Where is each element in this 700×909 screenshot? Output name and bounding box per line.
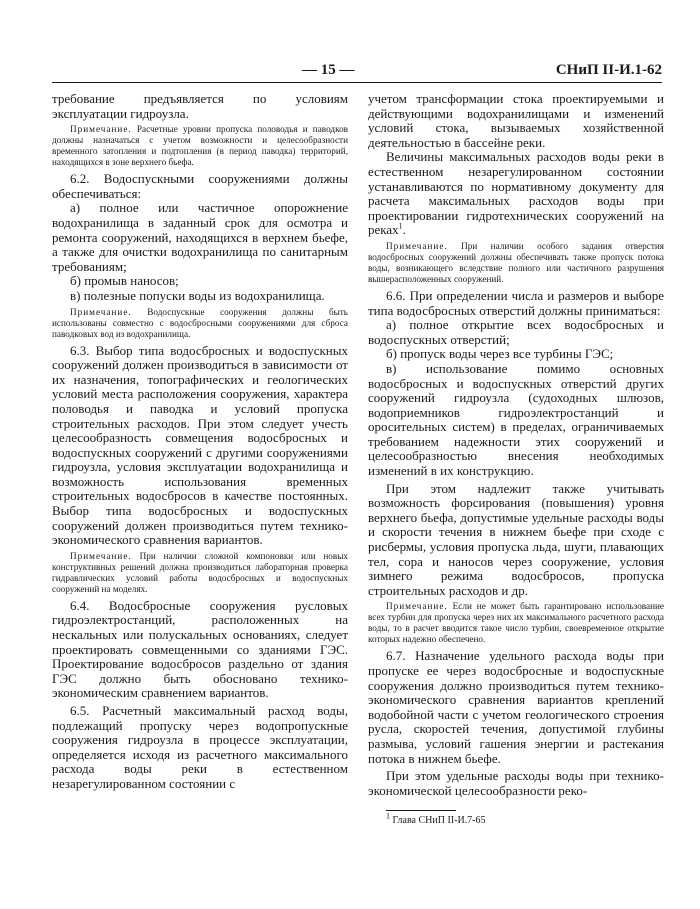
footnote-mark: 1 xyxy=(386,812,390,822)
note-text: При наличии особого задания отверстия водосбросных сооружений должны обеспечивать также пропуск потока воды, возникающего вследствие полного или частичного разрушения вышерасположенных сооружений. xyxy=(368,240,664,284)
paragraph: требование предъявляется по условиям эксплуатации гидроузла. xyxy=(52,91,348,121)
note-label: Примечание. xyxy=(386,601,448,612)
paragraph: При этом удельные расходы воды при технико-экономической целесообразности реко- xyxy=(368,768,664,798)
page-header xyxy=(52,62,662,83)
section-6-2-intro: 6.2. Водоспускными сооружениями должны обеспечиваться: xyxy=(52,171,348,201)
footnote-ref: 1 xyxy=(398,222,403,232)
note-label: Примечание. xyxy=(386,240,448,251)
note-text: Водоспускные сооружения должны быть использованы совместно с водосбросными сооружениями для сброса паводковых вод из водохранилища. xyxy=(52,306,348,339)
note xyxy=(368,241,664,285)
note xyxy=(368,601,664,645)
section-6-4: 6.4. Водосбросные сооружения русловых гидроэлектростанций, расположенных на нескальных или полускальных основаниях, следует проектировать совмещенными со зданиями ГЭС. Проектирование водосбросов раздельно от здания ГЭС должно быть обосновано технико-экономическим сравнением вариантов. xyxy=(52,597,348,701)
note xyxy=(52,307,348,340)
section-6-6-intro: 6.6. При определении числа и размеров и выборе типа водосбросных отверстий должны приниматься: xyxy=(368,287,664,318)
list-item: в) использование помимо основных водосбросных и водоспускных отверстий других сооружений гидроузла (судоходных шлюзов, водоприемников гидроэлектростанций и оросительных систем) в пределах, ограничиваемых требованием надежности этих сооружений и целесообразностью внесения необходимых изменений в их конструкцию. xyxy=(368,360,664,479)
note-label: Примечание. xyxy=(70,550,132,561)
footnote xyxy=(368,814,664,827)
paragraph xyxy=(368,150,664,238)
paragraph: учетом трансформации стока проектируемыми и действующими водохранилищами и изменений условий стока, вызываемых хозяйственной деятельностью в бассейне реки. xyxy=(368,91,664,150)
note-label: Примечание. xyxy=(70,306,132,317)
list-item: б) пропуск воды через все турбины ГЭС; xyxy=(386,346,614,362)
document-code: СНиП II-И.1-62 xyxy=(555,62,662,78)
note xyxy=(52,551,348,595)
section-6-5: 6.5. Расчетный максимальный расход воды, подлежащий пропуску через водопропускные сооружения гидроузла в процессе эксплуатации, определяется исходя из расчетного максимального расхода воды реки в естественном незарегулированном состоянии с xyxy=(52,703,348,791)
page-number: — 15 — xyxy=(302,62,355,78)
paragraph: При этом надлежит также учитывать возможность форсирования (повышения) уровня верхнего бьефа, допустимые удельные расходы воды и скорости течения в нижнем бьефе при сходе с рисбермы, условия пропуска льда, шуги, плавающих тел, сора и наносов через сооружение, условия зимнего режима водосбросов, пропуска строительных расходов и др. xyxy=(368,480,664,598)
note-text: При наличии сложной компоновки или новых конструктивных решений должна производиться лабораторная проверка гидравлических условий работы водосбросных и водоспускных сооружений на моделях. xyxy=(52,550,349,594)
section-6-3: 6.3. Выбор типа водосбросных и водоспускных сооружений должен производиться в зависимости от их назначения, топографических и геологических условий места расположения сооружения, характера половодья и паводка и условий пропуска строительных расходов. При этом следует учесть целесообразность совмещения водосбросных и водоспускных сооружений с другими сооружениями гидроузла, условия эксплуатации водохранилища и возможность использования временных строительных водосбросов в качестве постоянных. Выбор типа водосбросных и водоспускных сооружений должен производиться путем технико-экономического сравнения вариантов. xyxy=(52,342,348,548)
section-6-7: 6.7. Назначение удельного расхода воды при пропуске ее через водосбросные и водоспускные сооружения должно производиться путем технико-экономического сравнения вариантов креплений водобойной части с учетом геологического строения русла, скоростей течения, допустимой глубины размыва, условий гашения энергии и растекания потока в нижнем бьефе. xyxy=(368,648,664,766)
footnote-divider xyxy=(386,810,456,811)
right-column xyxy=(368,92,664,827)
note xyxy=(52,124,348,168)
note-text: Если не может быть гарантировано использование всех турбин для пропуска через них их максимального расчетного расхода воды, то в расчет вводится такое число турбин, своевременное открытие которых надежно обеспечено. xyxy=(368,601,665,645)
note-label: Примечание. xyxy=(70,124,132,135)
footnote-text: Глава СНиП II-И.7-65 xyxy=(392,815,486,827)
list-item: в) полезные попуски воды из водохранилища. xyxy=(70,287,325,303)
paragraph-text: Величины максимальных расходов воды реки в естественном незарегулированном состоянии устанавливаются по нормативному документу для расчета максимальных расходов воды при проектировании гидротехнических сооружений на реках xyxy=(368,149,664,238)
list-item: б) промыв наносов; xyxy=(70,273,179,289)
left-column xyxy=(52,92,348,792)
note-text: Расчетные уровни пропуска половодья и паводков должны назначаться с учетом возможности и целесообразности временного затопления и подтопления (в период паводка) территорий, находящихся в зоне верхнего бьефа. xyxy=(52,124,349,168)
list-item: а) полное открытие всех водосбросных и водоспускных отверстий; xyxy=(368,317,664,347)
list-item: а) полное или частичное опорожнение водохранилища в заданный срок для осмотра и ремонта сооружений, находящихся в верхнем бьефе, а также для очистки водохранилища по санитарным требованиям; xyxy=(52,200,348,274)
paragraph-end: . xyxy=(402,222,406,238)
